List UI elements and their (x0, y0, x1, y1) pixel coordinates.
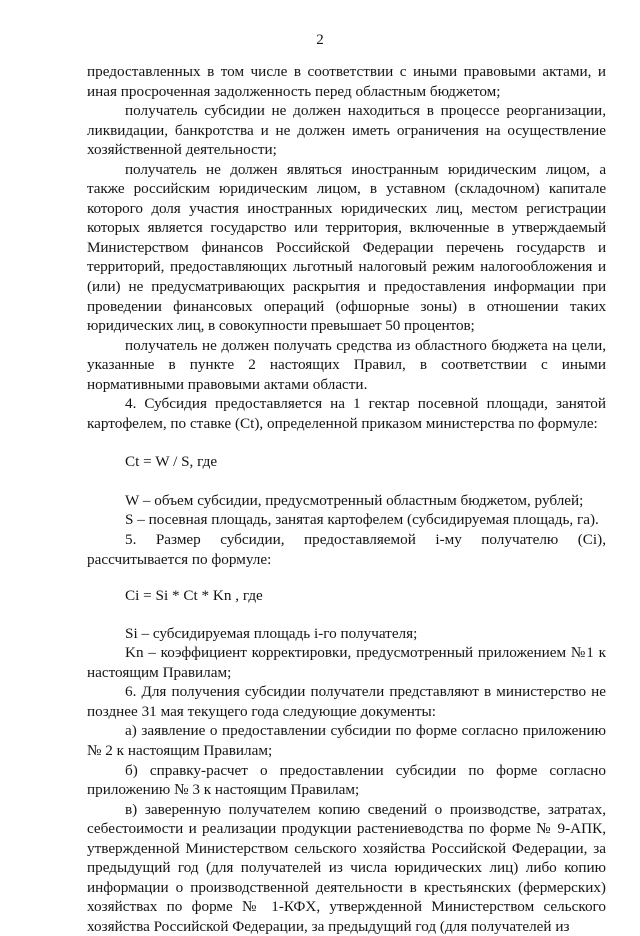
formula-ct: Ct = W / S, где (125, 453, 218, 471)
definition-si: Si – субсидируемая площадь i-го получателя; (125, 624, 418, 642)
paragraph-no-other-funding: получатель не должен получать средства из областного бюджета на цели, указанные в пункте 2 настоящих Правил, в соответствии с иными нормативными правовыми актами области. (87, 336, 606, 393)
paragraph-item-4: 4. Субсидия предоставляется на 1 гектар посевной площади, занятой картофелем, по ставке (Ct), определенной приказом министерства по формуле: (87, 395, 606, 432)
list-item-b: б) справку-расчет о предоставлении субсидии по форме согласно приложению № 3 к настоящим Правилам; (87, 761, 606, 799)
paragraph-no-foreign-entity: получатель не должен являться иностранным юридическим лицом, а также российским юридическим лицом, в уставном (складочном) капитале которого доля участия иностранных юридических лиц, местом регистрации которых является государство или территория, включенные в утверждаемый Министерством финансов Российской Федерации перечень государств и территорий, предоставляющих льготный налоговый режим налогообложения и (или) не предусматривающих раскрытия и предоставления информации при проведении финансовых операций (офшорные зоны) в отношении таких юридических лиц, в совокупности превышает 50 процентов; (87, 160, 606, 335)
list-item-v: в) заверенную получателем копию сведений о производстве, затратах, себестоимости и реализации продукции растениеводства по форме № 9-АПК, утвержденной Министерством сельского хозяйства Российской Федерации, за предыдущий год (для получателей из числа юридических лиц) либо копию информации о производственной деятельности в крестьянских (фермерских) хозяйствах по форме № 1-КФХ, утвержденной Министерством сельского хозяйства Российской Федерации, за предыдущий год (для получателей из (87, 800, 606, 935)
document-body (87, 62, 606, 936)
paragraph-item-6: 6. Для получения субсидии получатели представляют в министерство не позднее 31 мая текущего года следующие документы: (87, 683, 606, 720)
formula-ci: Ci = Si * Ct * Kn , где (125, 587, 263, 605)
definition-kn: Kn – коэффициент корректировки, предусмотренный приложением №1 к настоящим Правилам; (87, 644, 606, 681)
definition-s: S – посевная площадь, занятая картофелем (субсидируемая площадь, га). (125, 511, 599, 529)
paragraph-continuation: предоставленных в том числе в соответствии с иными правовыми актами, и иная просроченная задолженность перед областным бюджетом; (87, 63, 606, 100)
definition-w: W – объем субсидии, предусмотренный областным бюджетом, рублей; (125, 491, 584, 509)
paragraph-item-5: 5. Размер субсидии, предоставляемой i-му получателю (Ci), рассчитывается по формуле: (87, 531, 606, 568)
page-number: 2 (316, 32, 324, 48)
paragraph-no-reorganization: получатель субсидии не должен находиться в процессе реорганизации, ликвидации, банкротства и не должен иметь ограничения на осуществление хозяйственной деятельности; (87, 102, 606, 159)
list-item-a: а) заявление о предоставлении субсидии по форме согласно приложению № 2 к настоящим Правилам; (87, 722, 606, 759)
